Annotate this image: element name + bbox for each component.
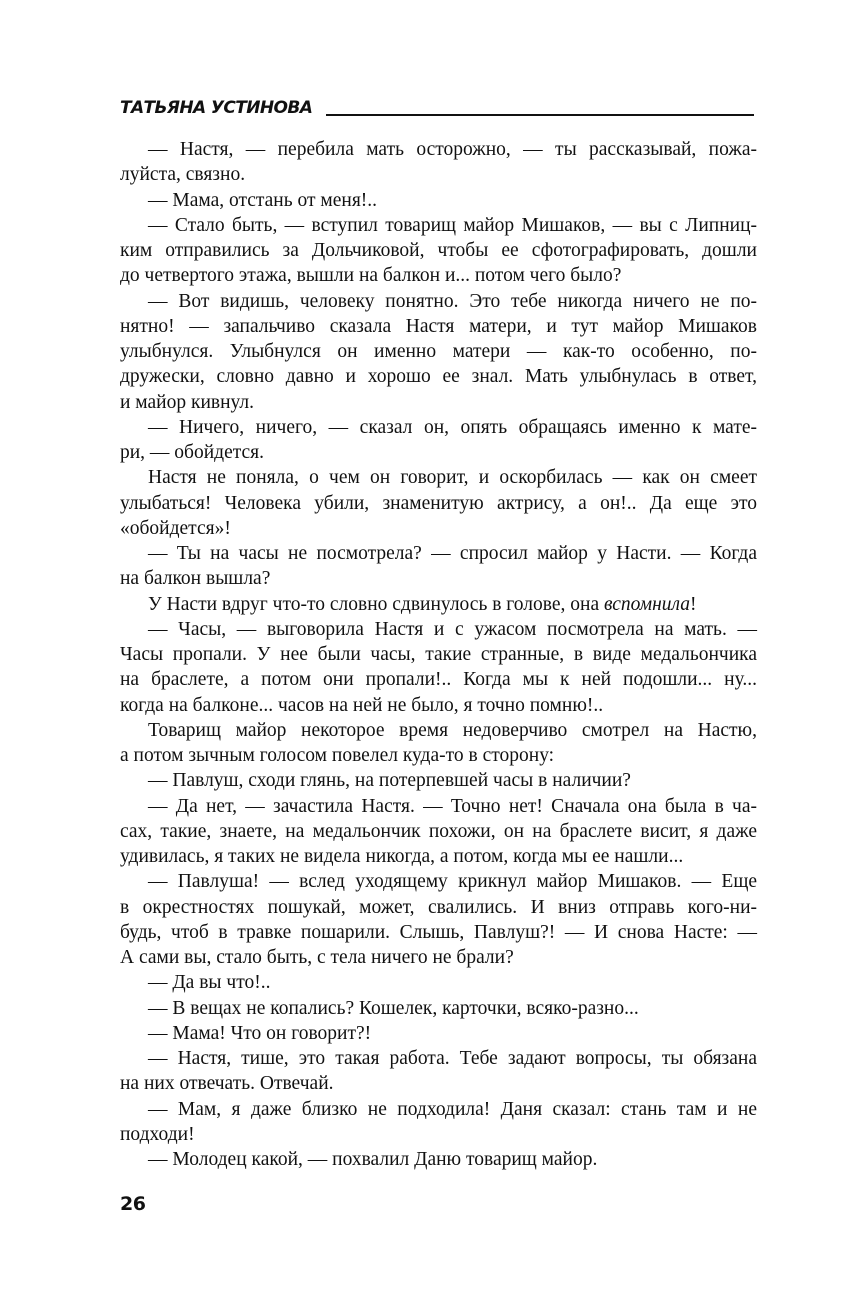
paragraph <box>120 1147 757 1172</box>
line-text: луйста, связно. <box>120 164 246 186</box>
line-text: — Ты на часы не посмотрела? — спросил майор у Насти. — Когда <box>148 543 757 564</box>
text-line <box>120 1021 757 1046</box>
text-line <box>120 970 757 995</box>
text-line <box>120 516 757 541</box>
text-line <box>120 289 757 314</box>
line-text: подходи! <box>120 1123 195 1145</box>
text-line <box>120 440 757 465</box>
punctuation: ! <box>689 593 697 615</box>
text-line <box>120 566 757 591</box>
paragraph <box>120 996 757 1021</box>
text-line <box>120 592 757 617</box>
paragraph <box>120 415 757 466</box>
paragraph <box>120 465 757 541</box>
line-text: — Часы, — выговорила Настя и с ужасом посмотрела на мать. — <box>148 618 757 640</box>
line-text: А сами вы, стало быть, с тела ничего не брали? <box>120 947 514 968</box>
line-text: — Вот видишь, человеку понятно. Это тебе никогда ничего не по- <box>148 290 757 312</box>
text-line <box>120 869 757 894</box>
text-line <box>120 844 757 869</box>
line-text: Товарищ майор некоторое время недоверчиво смотрел на Настю, <box>148 719 757 741</box>
paragraph <box>120 794 757 870</box>
text-line <box>120 263 757 288</box>
line-text: дружески, словно давно и хорошо ее знал. Мать улыбнулась в ответ, <box>120 366 757 388</box>
paragraph <box>120 592 757 617</box>
line-text: улыбаться! Человека убили, знаменитую актрису, а он!.. Да еще это <box>120 492 757 514</box>
line-text: удивилась, я таких не видела никогда, а потом, когда мы ее нашли... <box>120 846 684 867</box>
text-line <box>120 667 757 692</box>
line-text: в окрестностях пошукай, может, свалились. И вниз отправь кого-ни- <box>120 896 757 918</box>
line-text: — Мама! Что он говорит?! <box>148 1022 372 1044</box>
line-text: Часы пропали. У нее были часы, такие странные, в виде медальончика <box>120 644 757 665</box>
text-line <box>120 364 757 389</box>
line-text: «обойдется»! <box>120 517 231 539</box>
text-line <box>120 162 757 187</box>
text-line <box>120 693 757 718</box>
text-line <box>120 1147 757 1172</box>
text-line <box>120 920 757 945</box>
text-line <box>120 1071 757 1096</box>
paragraph <box>120 188 757 213</box>
line-text: — Да вы что!.. <box>148 972 271 994</box>
line-text: будь, чтоб в травке пошарили. Слышь, Павлуш?! — И снова Насте: — <box>120 921 757 943</box>
text-line <box>120 718 757 743</box>
line-text: когда на балконе... часов на ней не было, я точно помню!.. <box>120 694 604 716</box>
text-line <box>120 213 757 238</box>
paragraph <box>120 541 757 592</box>
line-text: — Павлуша! — вслед уходящему крикнул майор Мишаков. — Еще <box>148 871 757 893</box>
paragraph <box>120 970 757 995</box>
paragraph <box>120 1046 757 1097</box>
line-text: — Ничего, ничего, — сказал он, опять обращаясь именно к мате- <box>148 416 757 438</box>
line-text: ри, — обойдется. <box>120 442 265 463</box>
line-text: — Настя, тише, это такая работа. Тебе задают вопросы, ты обязана <box>148 1048 757 1069</box>
text-line <box>120 617 757 642</box>
line-text: нятно! — запальчиво сказала Настя матери, и тут майор Мишаков <box>120 315 757 337</box>
text-line <box>120 945 757 970</box>
line-text: и майор кивнул. <box>120 391 255 413</box>
line-text: У Насти вдруг что-то словно сдвинулось в голове, она <box>148 593 604 615</box>
line-text: — Павлуш, сходи глянь, на потерпевшей часы в наличии? <box>148 770 631 792</box>
line-text: — Да нет, — зачастила Настя. — Точно нет! Сначала она была в ча- <box>148 795 757 817</box>
text-line <box>120 390 757 415</box>
line-text: Настя не поняла, о чем он говорит, и оскорбилась — как он смеет <box>148 467 757 489</box>
text-line <box>120 137 757 162</box>
paragraph <box>120 213 757 289</box>
paragraph <box>120 768 757 793</box>
line-text: до четвертого этажа, вышли на балкон и... потом чего было? <box>120 265 622 287</box>
text-line <box>120 541 757 566</box>
text-line <box>120 768 757 793</box>
line-text: — Мам, я даже близко не подходила! Даня сказал: стань там и не <box>148 1098 757 1120</box>
header-rule <box>326 114 754 116</box>
page-number: 26 <box>120 1193 146 1215</box>
line-text: улыбнулся. Улыбнулся он именно матери — как-то особенно, по- <box>120 341 757 362</box>
text-line <box>120 743 757 768</box>
line-text: — Молодец какой, — похвалил Даню товарищ майор. <box>148 1149 598 1170</box>
emphasized-word: вспомнила <box>604 593 690 615</box>
paragraph <box>120 617 757 718</box>
text-line <box>120 465 757 490</box>
text-line <box>120 895 757 920</box>
paragraph <box>120 718 757 769</box>
running-head-author: ТАТЬЯНА УСТИНОВА <box>120 98 313 118</box>
text-line <box>120 996 757 1021</box>
line-text: ким отправились за Дольчиковой, чтобы ее сфотографировать, дошли <box>120 240 757 261</box>
text-line <box>120 819 757 844</box>
body-text <box>120 137 757 1172</box>
text-line <box>120 1097 757 1122</box>
line-text: — В вещах не копались? Кошелек, карточки, всяко-разно... <box>148 997 639 1019</box>
text-line <box>120 339 757 364</box>
paragraph <box>120 1021 757 1046</box>
text-line <box>120 1046 757 1071</box>
line-text: — Стало быть, — вступил товарищ майор Мишаков, — вы с Липниц- <box>148 214 757 236</box>
text-line <box>120 188 757 213</box>
line-text: — Мама, отстань от меня!.. <box>148 189 378 211</box>
text-line <box>120 1122 757 1147</box>
line-text: на них отвечать. Отвечай. <box>120 1073 334 1095</box>
text-line <box>120 794 757 819</box>
text-line <box>120 642 757 667</box>
text-line <box>120 314 757 339</box>
running-head <box>120 97 754 121</box>
paragraph <box>120 869 757 970</box>
line-text: а потом зычным голосом повелел куда-то в сторону: <box>120 745 555 766</box>
line-text: на браслете, а потом они пропали!.. Когда мы к ней подошли... ну... <box>120 669 757 691</box>
text-line <box>120 238 757 263</box>
paragraph <box>120 289 757 415</box>
paragraph <box>120 1097 757 1148</box>
text-line <box>120 491 757 516</box>
line-text: на балкон вышла? <box>120 568 271 590</box>
text-line <box>120 415 757 440</box>
line-text: — Настя, — перебила мать осторожно, — ты рассказывай, пожа- <box>148 139 757 160</box>
line-text: сах, такие, знаете, на медальончик похожи, он на браслете висит, я даже <box>120 820 757 842</box>
paragraph <box>120 137 757 188</box>
